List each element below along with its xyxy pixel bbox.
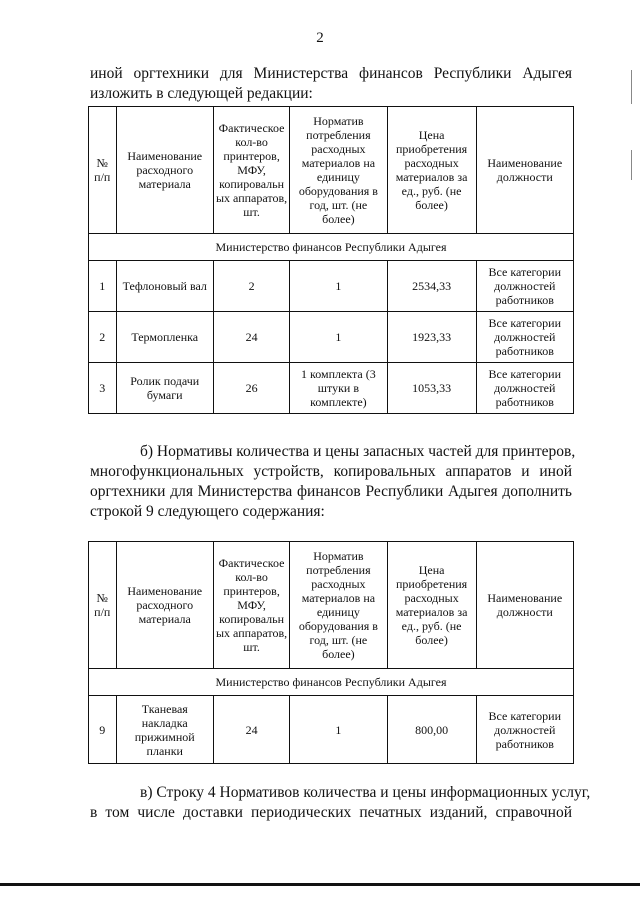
cell-qty: 2 [213, 261, 289, 312]
header-material: Наименование расходного материала [116, 107, 213, 234]
paragraph-b-line-3: оргтехники для Министерства финансов Республики Адыгея дополнить [90, 483, 572, 500]
cell-norm: 1 комплекта (3 штуки в комплекте) [290, 363, 387, 414]
table-header-row [89, 107, 574, 234]
cell-material: Тефлоновый вал [116, 261, 213, 312]
table-row [89, 696, 574, 764]
cell-price: 1923,33 [387, 312, 476, 363]
paragraph-b-line-2: многофункциональных устройств, копировальных аппаратов и иной [90, 463, 572, 480]
table-section-row [89, 234, 574, 261]
cell-qty: 24 [213, 312, 289, 363]
table-row [89, 312, 574, 363]
cell-position: Все категории должностей работников [476, 312, 573, 363]
norms-table-1 [88, 106, 574, 414]
header-num: № п/п [89, 542, 117, 669]
paragraph-v-line-2: в том числе доставки периодических печатных изданий, справочной [90, 804, 572, 821]
table-row [89, 363, 574, 414]
paragraph-v [90, 783, 591, 823]
cell-position: Все категории должностей работников [476, 696, 573, 764]
cell-num: 2 [89, 312, 117, 363]
cell-norm: 1 [290, 261, 387, 312]
scan-bottom-edge [0, 883, 640, 886]
paragraph-v-line-1: в) Строку 4 Нормативов количества и цены информационных услуг, [140, 784, 591, 801]
cell-material: Ролик подачи бумаги [116, 363, 213, 414]
cell-num: 1 [89, 261, 117, 312]
cell-position: Все категории должностей работников [476, 363, 573, 414]
header-price: Цена приобретения расходных материалов за ед., руб. (не более) [387, 107, 476, 234]
cell-norm: 1 [290, 312, 387, 363]
header-position: Наименование должности [476, 542, 573, 669]
header-num: № п/п [89, 107, 117, 234]
cell-price: 800,00 [387, 696, 476, 764]
cell-qty: 24 [213, 696, 289, 764]
table-row [89, 261, 574, 312]
header-price: Цена приобретения расходных материалов за ед., руб. (не более) [387, 542, 476, 669]
cell-qty: 26 [213, 363, 289, 414]
header-material: Наименование расходного материала [116, 542, 213, 669]
page-number: 2 [316, 30, 324, 46]
cell-norm: 1 [290, 696, 387, 764]
cell-num: 9 [89, 696, 117, 764]
intro-paragraph [90, 64, 572, 104]
cell-num: 3 [89, 363, 117, 414]
cell-price: 2534,33 [387, 261, 476, 312]
cell-position: Все категории должностей работников [476, 261, 573, 312]
header-qty: Фактическое кол-во принтеров, МФУ, копировальн ых аппаратов, шт. [213, 542, 289, 669]
cell-material: Термопленка [116, 312, 213, 363]
cell-price: 1053,33 [387, 363, 476, 414]
paragraph-b-line-1: б) Нормативы количества и цены запасных частей для принтеров, [140, 443, 576, 460]
paragraph-b-line-4: строкой 9 следующего содержания: [90, 503, 325, 520]
header-qty: Фактическое кол-во принтеров, МФУ, копировальн ых аппаратов, шт. [213, 107, 289, 234]
paragraph-b [90, 442, 576, 522]
header-position: Наименование должности [476, 107, 573, 234]
intro-line-2: изложить в следующей редакции: [90, 85, 313, 102]
table-header-row [89, 542, 574, 669]
norms-table-2 [88, 541, 574, 764]
section-title: Министерство финансов Республики Адыгея [89, 234, 574, 261]
header-norm: Норматив потребления расходных материалов на единицу оборудования в год, шт. (не более) [290, 542, 387, 669]
intro-line-1: иной оргтехники для Министерства финансов Республики Адыгея [90, 65, 572, 82]
header-norm: Норматив потребления расходных материалов на единицу оборудования в год, шт. (не более) [290, 107, 387, 234]
scan-edge-mark [631, 150, 632, 180]
section-title: Министерство финансов Республики Адыгея [89, 669, 574, 696]
table-section-row [89, 669, 574, 696]
scan-edge-mark [631, 70, 632, 104]
cell-material: Тканевая накладка прижимной планки [116, 696, 213, 764]
